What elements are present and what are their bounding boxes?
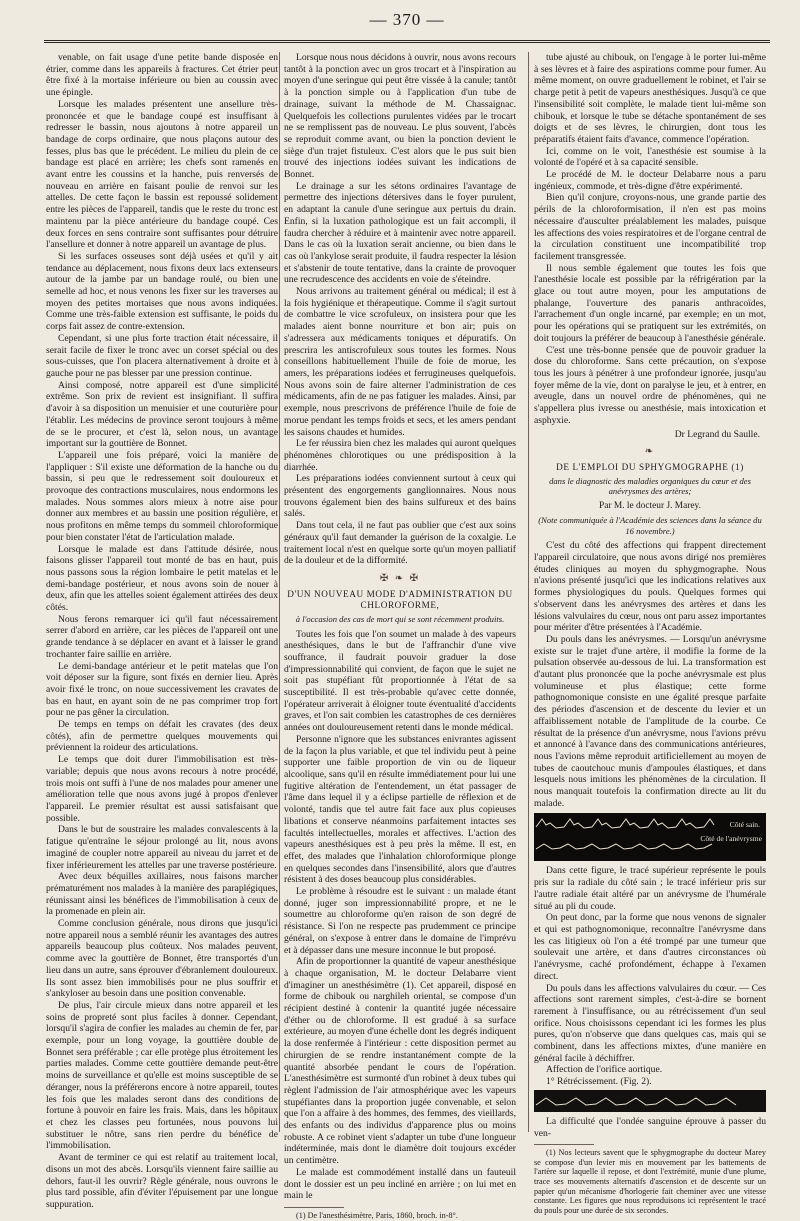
paragraph: C'est du côté des affections qui frappent directement l'appareil circulatoire, que nous avons dirigé nos premières études cliniques au moyen du sphygmographe. Nous n'avions présenté jusqu'ici que les indications relatives aux formes physiologiques du pouls. Quelques formes qui s'observent dans les anévrysmes des artères et dans les lésions valvulaires du cœur, nous ont paru assez importantes pour mériter d'être présentées à l'Académie. [534, 540, 766, 634]
article-heading: DE L'EMPLOI DU SPHYGMOGRAPHE (1) [556, 461, 744, 472]
paragraph: Dans cette figure, le tracé supérieur représente le pouls pris sur la radiale du côté sain ; le tracé inférieur pris sur l'autre radiale était altéré par un anévrysme de l'humérale situé au pli du coude. [534, 865, 766, 912]
paragraph: Bien qu'il conjure, croyons-nous, une grande partie des périls de la chloroformisation, il n'en est pas moins nécessaire d'ausculter préalablement les malades, puisque les affections des voies respiratoires et de l'organe central de la circulation constituent une incompatibilité trop facilement transgressée. [534, 192, 766, 262]
footnote-rule [534, 1144, 594, 1145]
paragraph: Lorsque le malade est dans l'attitude désirée, nous faisons glisser l'appareil tout monté de bas en haut, puis nous passons sous la région lombaire le petit matelas et le demi-bandage postérieur, et nous avons soin de nouer à deux, afin que les attelles soient également attirées des deux côtés. [46, 543, 278, 614]
paragraph: Nous arrivons au traitement général ou médical; il est à la fois hygiénique et thérapeutique. Comme il s'agit surtout de combattre le vice scrofuleux, on insistera pour que les malades aient bonne nourriture et bon air; puis on s'adressera aux médicaments toniques et dépuratifs. On prescrira les antiscrofuleux sous toutes les formes. Nous conseillons habituellement l'huile de foie de morue, les amers, les préparations iodées et ferrugineuses quelquefois. Nous avons soin de faire alterner l'administration de ces médicaments, afin de ne pas fatiguer les malades. Ainsi, par exemple, nous prescrivons de préférence l'huile de foie de morue pendant les temps froids et secs, et les amers pendant les saisons chaudes et humides. [284, 286, 516, 438]
paragraph: Ici, comme on le voit, l'anesthésie est soumise à la volonté de l'opéré et à sa capacité sensible. [534, 145, 766, 169]
paragraph: La difficulté que l'ondée sanguine éprouve à passer du ven- [534, 1115, 766, 1139]
footnote: (1) De l'anesthésimètre, Paris, 1860, broch. in-8°. [296, 1211, 458, 1220]
paragraph: Lorsque nous nous décidons à ouvrir, nous avons recours tantôt à la ponction avec un gros trocart et à l'inspiration au moyen d'une seringue qui peut être vissée à la canule; tantôt à la ponction simple ou à l'application d'un tube de drainage, suivant la méthode de M. Chassaignac. Quelquefois les collections purulentes vidées par le trocart ne se remplissent pas de nouveau. Le plus souvent, l'abcès se reproduit comme avant, ou bien la ponction devient le siège d'un trajet fistuleux. C'est alors que le pus suit bien trouvé des injections iodées suivant les indications de Bonnet. [284, 52, 516, 181]
paragraph: On peut donc, par la forme que nous venons de signaler et qui est pathognomonique, reconnaître l'anévrysme dans les cas litigieux où l'on a été trompé par une tumeur que soulevait une artère, et dans d'autres circonstances où l'anévrysme, caché profondément, échappe à l'examen direct. [534, 912, 766, 982]
paragraph: Les préparations iodées conviennent surtout à ceux qui présentent des engorgements ganglionnaires. Nous nous trouvons également bien des bains sulfureux et des bains salés. [284, 473, 516, 520]
article-subheading: dans le diagnostic des maladies organiques du cœur et des anévrysmes des artères; [549, 475, 751, 497]
paragraph: Le demi-bandage antérieur et le petit matelas que l'on voit déposer sur la figure, sont fixés en dernier lieu. Après avoir fixé le tronc, on noue successivement les cravates de bas en haut, en ayant soin de ne pas comprimer trop fort pour ne pas gêner la circulation. [46, 660, 278, 719]
page-header [44, 8, 770, 46]
paragraph: Personne n'ignore que les substances enivrantes agissent de la façon la plus variable, et que tel individu peut à peine supporter une faible proportion de vin ou de liqueur alcoolique, sans qu'il en résulte immédiatement pour lui une fugitive altération de l'entendement, un état passager de l'âme dans lequel il y a éclipse partielle de réflexion et de volonté, tandis que tel autre fait face aux plus copieuses libations et conserve néanmoins parfaitement intactes ses facultés intellectuelles, morales et affectives. L'action des vapeurs anesthésiques est à peu près la même. Il est, en effet, des malades que l'inhalation chloroformique plonge en quelques secondes dans l'insensibilité, alors que d'autres résistent à des doses beaucoup plus considérables. [284, 733, 516, 886]
paragraph: Avec deux béquilles axillaires, nous faisons marcher prématurément nos malades à la manière des paraplégiques, réunissant ainsi les bénéfices de l'immobilisation à ceux de la promenade en plein air. [46, 871, 278, 918]
paragraph: Si les surfaces osseuses sont déjà usées et qu'il y ait tendance au déplacement, nous fixons deux lacs extenseurs autour de la jambe par un bandage roulé, ou bien une semelle ad hoc, et nous venons les fixer sur les traverses au moyen des petites mortaises que nous avons indiquées. Comme une très-faible extension est suffisante, le poids du corps fait assez de contre-extension. [46, 250, 278, 333]
paragraph: Avant de terminer ce qui est relatif au traitement local, disons un mot des abcès. Lorsqu'ils viennent faire saillie au dehors, faut-il les ouvrir? Règle générale, nous ouvrons le plus tard possible, afin d'éviter l'épuisement par une longue suppuration. [46, 1152, 278, 1210]
paragraph: Dans tout cela, il ne faut pas oublier que c'est aux soins généraux qu'il faut demander la guérison de la coxalgie. Le traitement local n'est en quelque sorte qu'un moyen palliatif de la douleur et de la difformité. [284, 520, 516, 567]
paragraph: venable, on fait usage d'une petite bande disposée en étrier, comme dans les appareils à fractures. Cet étrier peut être fixé à la mortaise inférieure ou bien au coussin avec une épingle. [46, 52, 278, 99]
section-ornament: ✠ ❧ ✠ [379, 572, 421, 584]
paragraph: Il nous semble également que toutes les fois que l'anesthésie locale est possible par la réfrigération par la glace ou tout autre moyen, pour les amputations de phalange, l'ouverture des panaris anthracoïdes, l'arrachement d'un ongle incarné, par exemple; en un mot, pour les opérations qui se pratiquent sur les extrémités, on doit toujours la préférer de beaucoup à l'anesthésie générale. [534, 262, 766, 344]
footnote-rule [284, 1207, 344, 1208]
column-3 [534, 52, 766, 1215]
lower-pulse-trace [536, 844, 712, 849]
pulse-trace [536, 1098, 736, 1105]
article-subheading: à l'occasion des cas de mort qui se sont récemment produits. [295, 614, 505, 625]
column-divider [279, 52, 280, 1132]
footnote: (1) Nos lecteurs savent que le sphygmographe du docteur Marey se compose d'un levier mis en mouvement par les battements de l'artère sur laquelle il repose, et dont l'extrémité, munie d'une plume, trace ses mouvements alternatifs d'ascension et de descente sur un papier qu'un mécanisme d'horlogerie fait cheminer avec une vitesse constante. Les figures que nous reproduisons ici représentent le tracé du pouls pour une durée de six secondes. [534, 1148, 766, 1215]
paragraph: Toutes les fois que l'on soumet un malade à des vapeurs anesthésiques, dans le but de l'affranchir d'une vive souffrance, il faudrait pouvoir graduer la dose d'impressionnabilité qui convient, de façon que le sujet ne soit pas stupéfiant fût proportionnée à l'état de sa susceptibilité. Il est très-probable qu'avec cette donnée, l'opérateur arriverait à éloigner toute éventualité d'accidents graves, et l'on sait combien les catastrophes de ces dernières années ont douloureusement retenti dans le monde médical. [284, 628, 516, 734]
paragraph: 1° Rétrécissement. (Fig. 2). [546, 1076, 652, 1088]
column-2 [284, 52, 516, 1220]
pulse-tracing-figure-2 [534, 1090, 766, 1112]
paragraph: C'est une très-bonne pensée que de pouvoir graduer la dose du chloroforme. Sans cette précaution, on s'expose tous les jours à pénétrer à une profondeur ignorée, jusqu'au foyer même de la vie, dont on paralyse le jeu, et à entrer, en aveugle, dans un nouvel ordre de phénomènes, qui ne s'appellera plus ivresse ou anesthésie, mais intoxication et asphyxie. [534, 344, 766, 426]
paragraph: Le fer réussira bien chez les malades qui auront quelques phénomènes chlorotiques ou une prédisposition à la diarrhée. [284, 438, 516, 473]
paragraph: Cependant, si une plus forte traction était nécessaire, il serait facile de fixer le tronc avec un corset spécial ou des sous-cuisses, que l'on placera alternativement à droite et à gauche pour ne pas blesser par une pression continue. [46, 332, 278, 379]
paragraph: Le temps que doit durer l'immobilisation est très-variable; depuis que nous avons recours à notre procédé, trois mois ont suffi à l'une de nos malades pour amener une amélioration telle que nous avons jugé à propos d'enlever l'appareil. Le premier résultat est aussi satisfaisant que possible. [46, 754, 278, 824]
paragraph: Affection de l'orifice aortique. [546, 1064, 663, 1076]
paragraph: Du pouls dans les anévrysmes. — Lorsqu'un anévrysme existe sur le trajet d'une artère, il modifie la forme de la pulsation observée au-dessous de lui. La transformation est d'autant plus prononcée que la poche anévrysmale est plus volumineuse et plus élastique; cette forme pathognomonique consiste en une égalité presque parfaite des périodes d'ascension et de descente du levier et un affaiblissement notable de l'amplitude de la courbe. Ce résultat de la présence d'un anévrysme, nous l'avions prévu et annoncé à l'avance dans des communications antérieures, nous l'avions même reproduit artificiellement au moyen de tubes de caoutchouc munis d'ampoules élastiques, et dans lesquels nous imitions les phénomènes de la circulation. Il nous manquait toutefois la confirmation directe au lit du malade. [534, 633, 766, 809]
paragraph: Afin de proportionner la quantité de vapeur anesthésique à chaque organisation, M. le docteur Delabarre vient d'imaginer un anesthésimètre (1). Cet appareil, disposé en forme de chibouk ou narghileh oriental, se compose d'un récipient destiné à contenir la quantité jugée nécessaire d'éther ou de chloroforme. Il est gradué à sa surface extérieure, au moyen d'une échelle dont les degrés indiquent la dose renfermée à l'intérieur : cette disposition permet au chirurgien de se rendre instantanément compte de la quantité absorbée pendant le cours de l'opération. L'anesthésimètre est surmonté d'un robinet à deux tubes qui règlent l'admission de l'air atmosphérique avec les vapeurs stupéfiantes dans la proportion jugée convenable, et selon que l'on a affaire à des hommes, des femmes, des vieillards, des enfants ou des individus d'apparence plus ou moins robuste. A ce robinet vient s'adapter un tube d'une longueur indéterminée, mais dont le diamètre doit toujours excéder un centimètre. [284, 956, 516, 1167]
paragraph: Le procédé de M. le docteur Delabarre nous a paru ingénieux, commode, et très-digne d'être expérimenté. [534, 169, 766, 192]
figure-label-aneurysm-side: Côté de l'anévrysme [700, 834, 762, 844]
page-number: — 370 — [369, 10, 445, 29]
paragraph: tube ajusté au chibouk, on l'engage à le porter lui-même à ses lèvres et à faire des aspirations comme pour fumer. Au même moment, on ouvre graduellement le robinet, et l'air se charge petit à petit de vapeurs anesthésiques. Jusqu'à ce que l'insensibilité soit complète, le malade tient lui-même son chibouk, et lorsque le tube se détache spontanément de ses doigts et de ses lèvres, le chirurgien, dont tous les préparatifs étaient faits d'avance, commence l'opération. [534, 52, 766, 145]
figure-label-healthy-side: Côté sain. [729, 820, 760, 830]
article-note: (Note communiquée à l'Académie des sciences dans la séance du 16 novembre.) [538, 515, 762, 536]
paragraph: Ainsi composé, notre appareil est d'une simplicité extrême. Son prix de revient est insignifiant. Il suffira d'avoir à sa disposition un menuisier et une couturière pour l'établir. Les médecins de province seront toujours à même de se le procurer, et c'est là, selon nous, un avantage important sur la gouttière de Bonnet. [46, 379, 278, 450]
paragraph: De plus, l'air circule mieux dans notre appareil et les soins de propreté sont plus faciles à donner. Cependant, lorsqu'il s'agira de confier les malades au chemin de fer, par exemple, pour un long voyage, la gouttière double de Bonnet sera préférable ; car elle protège plus étroitement les parties malades. Comme cette gouttière demande peut-être moins de surveillance et qu'elle est moins susceptible de se déranger, nous la préférerons encore à notre appareil, toutes les fois que les malades seront dans des conditions de fortune à pouvoir en faire les frais. Mais, dans les hôpitaux et chez les classes peu fortunées, nous pouvons lui substituer le nôtre, sans rien perdre du bénéfice de l'immobilisation. [46, 999, 278, 1152]
header-rule [44, 40, 770, 43]
paragraph: Le problème à résoudre est le suivant : un malade étant donné, juger son impressionnabilité propre, et ne le soumettre au chloroforme qu'en raison de son degré de résistance. Si l'on ne respecte pas prudemment ce principe général, on s'expose à entrer dans le domaine de l'imprévu et à dépasser dans une mesure inconnue le but proposé. [284, 886, 516, 956]
paragraph: Dans le but de soustraire les malades convalescents à la fatigue qu'entraîne le séjour prolongé au lit, nous avons imaginé de coupler notre appareil au niveau du jarret et de fixer inférieurement les attelles par une traverse postérieure. [46, 824, 278, 871]
paragraph: Du pouls dans les affections valvulaires du cœur. — Ces affections sont rarement simples, c'est-à-dire se bornent rarement à l'insuffisance, ou au rétrécissement d'un seul orifice. Nous choisissons cependant ici les formes les plus pures, qu'on n'observe que dans quelques cas, mais qui se combinent, dans les affections mixtes, d'une manière en général facile à déchiffrer. [534, 982, 766, 1064]
article-author: Par M. le docteur J. Marey. [599, 500, 701, 511]
paragraph: Le drainage a sur les sétons ordinaires l'avantage de permettre des injections détersives dans le foyer purulent, en adaptant la canule d'une seringue aux pertuis du drain. Enfin, si la luxation pathologique est un fait accompli, il faudra chercher à réduire et à maintenir avec notre appareil. Dans le cas où la luxation serait ancienne, ou bien dans le cas où l'ankylose serait produite, il faudra respecter la lésion et s'abstenir de toute tentative, dans la crainte de provoquer une recrudescence des accidents en voie de s'éteindre. [284, 180, 516, 286]
paragraph: Lorsque les malades présentent une ansellure très-prononcée et que le bandage coupé est insuffisant à redresser le bassin, nous ajoutons à notre appareil un bandage de corps ordinaire, que nous plaçons autour des fesses, plus bas que le précédent. Le milieu du plein de ce bandage est placé en arrière; les chefs sont ramenés en avant entre les coussins et la hanche, puis renversés de nouveau en arrière en faisant poulie de renvoi sur les attelles. De cette façon le bassin est repoussé solidement entre les pièces de l'appareil, tandis que le reste du tronc est maintenu par la pièce antérieure du bandage coupé. Ces deux forces en sens contraire sont suffisantes pour détruire l'ansellure et donner à notre appareil un avantage de plus. [46, 98, 278, 251]
column-divider [528, 52, 529, 1132]
author-signature: Dr Legrand du Saulle. [674, 428, 760, 440]
paragraph: Comme conclusion générale, nous dirons que jusqu'ici notre appareil nous a semblé réunir les avantages des autres appareils beaucoup plus coûteux. Nos malades peuvent, comme avec la gouttière de Bonnet, être transportés d'un lieu dans un autre, sans éprouver d'ébranlement douloureux. Ils sont assez bien immobilisés pour ne plus souffrir et s'ankyloser au besoin dans une position convenable. [46, 918, 278, 1000]
column-1 [46, 52, 278, 1210]
paragraph: L'appareil une fois préparé, voici la manière de l'appliquer : S'il existe une déformation de la hanche ou du bassin, si peu que le redressement soit douloureux et provoque des contractions musculaires, nous endormons les malades. Nous sommes alors mieux à notre aise pour donner aux membres et au bassin une position régulière, et nous profitons en même temps du sommeil chloroformique pour bien constater l'état de l'articulation malade. [46, 449, 278, 543]
paragraph: Le malade est commodément installé dans un fauteuil dont le dossier est un peu incliné en arrière ; on lui met en main le [284, 1166, 516, 1202]
paragraph: Nous ferons remarquer ici qu'il faut nécessairement serrer d'abord en arrière, car les pièces de l'appareil ont une grande tendance à se déplacer en avant et à laisser le grand trochanter faire saillie en arrière. [46, 613, 278, 660]
pulse-tracing-figure [534, 813, 766, 861]
section-ornament: ❧ [644, 446, 656, 458]
pulse-tracing-graphic-2 [534, 1090, 766, 1112]
article-heading: D'UN NOUVEAU MODE D'ADMINISTRATION DU CHLOROFORME, [287, 588, 513, 611]
paragraph: De temps en temps on défait les cravates (des deux côtés), afin de permettre quelques mouvements qui préviennent la roideur des articulations. [46, 719, 278, 754]
upper-pulse-trace [536, 819, 714, 828]
